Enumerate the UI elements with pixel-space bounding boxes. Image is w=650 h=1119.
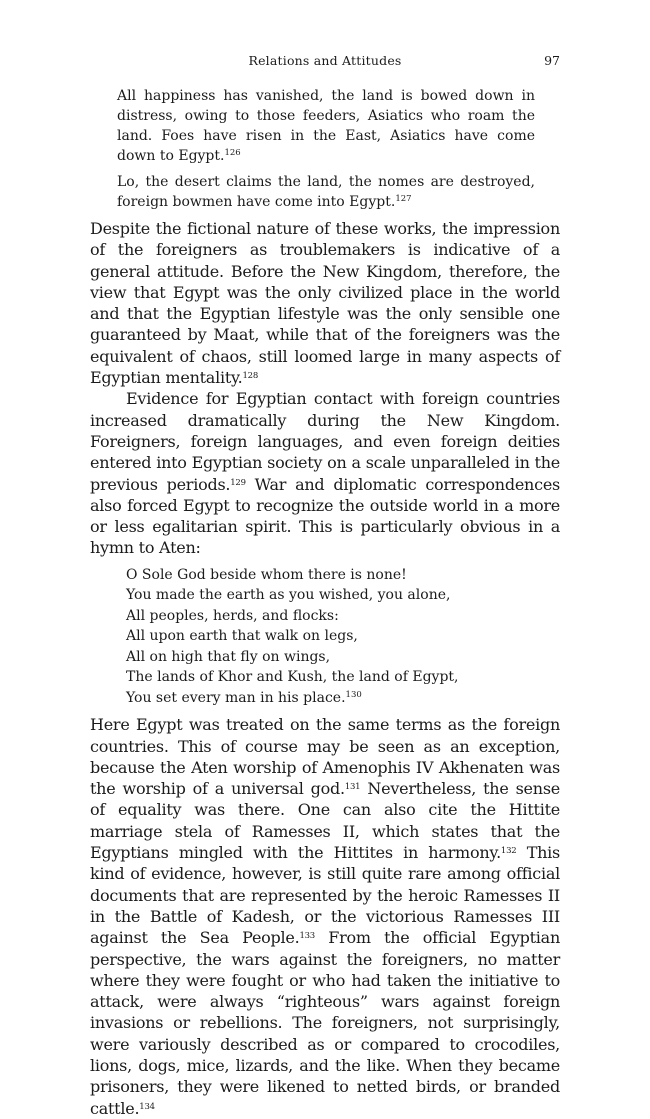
body-paragraph: [90, 714, 560, 1119]
quote-paragraph: [117, 86, 535, 166]
running-title: Relations and Attitudes: [248, 53, 402, 68]
paragraph-text: Here Egypt was treated on the same terms as the foreign countries. This of course may be seen as an exception, because the Aten worship of Amenophis IV Akhenaten was the worship of a universal god.: [90, 715, 560, 799]
hymn-line: All upon earth that walk on legs,: [126, 628, 358, 645]
block-quote: [117, 86, 535, 212]
footnote-ref[interactable]: 133: [299, 931, 315, 942]
footnote-ref[interactable]: 131: [344, 782, 361, 793]
paragraph-text: From the official Egyptian perspective, the wars against the foreigners, no matter where they were fought or who had taken the initiative to attack, were always “righteous” wars against foreign invasions or rebellions. The foreigners, not surprisingly, were variously described as or compared to crocodiles, lions, dogs, mice, lizards, and the like. When they became prisoners, they were likened to netted birds, or branded cattle.: [90, 928, 561, 1118]
paragraph-text: This kind of evidence, however, is still quite rare among official documents that are represented by the heroic Ramesses II in the Battle of Kadesh, or the victorious Ramesses III against the Sea People.: [90, 843, 561, 948]
paragraph-text: Despite the fictional nature of these works, the impression of the foreigners as troublemakers is indicative of a general attitude. Before the New Kingdom, therefore, the view that Egypt was the only civilized place in the world and that the Egyptian lifestyle was the only sensible one guaranteed by Maat, while that of the foreigners was the equivalent of chaos, still loomed large in many aspects of Egyptian mentality.: [90, 219, 560, 388]
hymn-line-text: You set every man in his place.: [126, 689, 346, 706]
page-number: 97: [544, 53, 560, 68]
hymn-line: All peoples, herds, and flocks:: [126, 607, 339, 624]
footnote-ref[interactable]: 126: [224, 148, 241, 158]
hymn-line: You made the earth as you wished, you alone,: [126, 587, 451, 604]
footnote-ref[interactable]: 129: [230, 477, 246, 488]
hymn-line: All on high that fly on wings,: [126, 648, 331, 665]
footnote-ref[interactable]: 128: [242, 371, 258, 382]
footnote-ref[interactable]: 130: [345, 689, 362, 700]
hymn-line: [126, 688, 560, 709]
hymn-line: O Sole God beside whom there is none!: [126, 566, 407, 583]
footnote-ref[interactable]: 127: [395, 194, 412, 204]
page-header: [90, 53, 560, 69]
paragraph-text: War and diplomatic correspondences also forced Egypt to recognize the outside world in a more or less egalitarian spirit. This is particularly obvious in a hymn to Aten:: [90, 474, 560, 558]
quote-paragraph: [117, 172, 535, 212]
quote-text: All happiness has vanished, the land is bowed down in distress, owing to those feeders, Asiatics who roam the land. Foes have risen in the East, Asiatics have come down to Egypt.: [117, 88, 535, 164]
page-body: [90, 86, 560, 1119]
hymn-line: The lands of Khor and Kush, the land of Egypt,: [126, 669, 459, 686]
body-paragraph: [90, 388, 560, 558]
body-paragraph: [90, 218, 560, 388]
quote-text: Lo, the desert claims the land, the nomes are destroyed, foreign bowmen have come into Egypt.: [117, 174, 535, 210]
footnote-ref[interactable]: 132: [500, 846, 517, 857]
paragraph-text: Evidence for Egyptian contact with foreign countries increased dramatically during the New Kingdom. Foreigners, foreign languages, and even foreign deities entered into Egyptian society on a scale unparalleled in the previous periods.: [90, 389, 560, 494]
paragraph-text: Nevertheless, the sense of equality was there. One can also cite the Hittite marriage stela of Ramesses II, which states that the Egyptians mingled with the Hittites in harmony.: [90, 779, 561, 863]
hymn-to-aten: [126, 565, 560, 709]
footnote-ref[interactable]: 134: [139, 1101, 155, 1112]
